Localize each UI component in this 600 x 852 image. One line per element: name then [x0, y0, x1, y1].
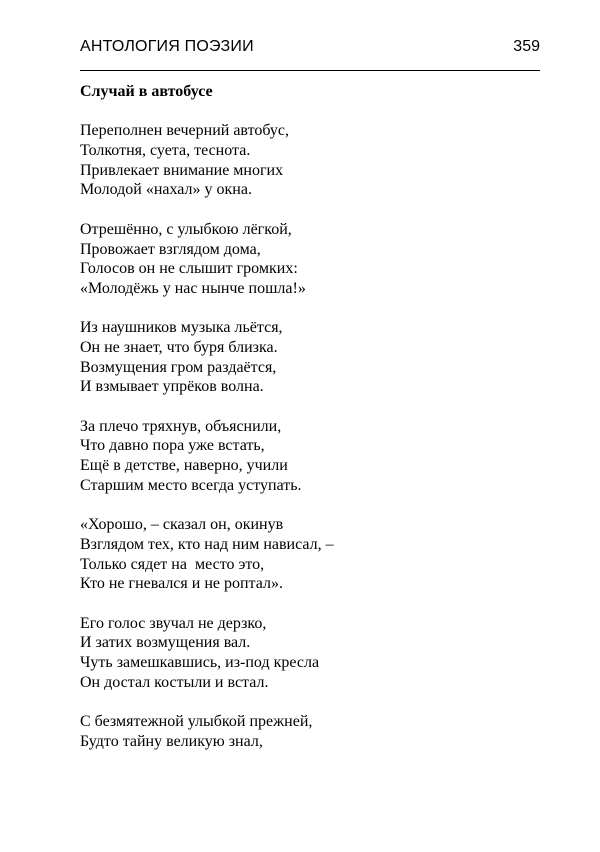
stanza-3: [80, 318, 540, 397]
poem-line: Привлекает внимание многих: [80, 161, 284, 179]
poem-line: Молодой «нахал» у окна.: [80, 181, 252, 199]
poem-line: Чуть замешкавшись, из-под кресла: [80, 653, 320, 671]
poem-line: Что давно пора уже встать,: [80, 437, 265, 455]
poem-line: Он достал костыли и встал.: [80, 673, 269, 691]
poem-line: И затих возмущения вал.: [80, 634, 251, 652]
stanza-4: [80, 417, 540, 496]
poem-line: «Молодёжь у нас нынче пошла!»: [80, 279, 306, 297]
poem-line: Взглядом тех, кто над ним нависал, –: [80, 535, 334, 553]
poem-line: Ещё в детстве, наверно, учили: [80, 457, 288, 475]
stanza-2: [80, 220, 540, 299]
running-title: АНТОЛОГИЯ ПОЭЗИИ: [80, 38, 254, 55]
poem-title: Случай в автобусе: [80, 83, 213, 100]
poem-line: Возмущения гром раздаётся,: [80, 358, 277, 376]
poem-line: И взмывает упрёков волна.: [80, 378, 264, 396]
poem-line: Старшим место всегда уступать.: [80, 476, 302, 494]
poem-line: С безмятежной улыбкой прежней,: [80, 713, 313, 730]
page-number: 359: [513, 38, 540, 55]
page-header: [80, 34, 540, 60]
poem-line: Голосов он не слышит громких:: [80, 260, 298, 278]
poem-line: Толкотня, суета, теснота.: [80, 142, 251, 160]
stanza-1: [80, 121, 540, 200]
poem-line: Из наушников музыка льётся,: [80, 319, 283, 337]
stanza-7: [80, 712, 540, 751]
poem-line: «Хорошо, – сказал он, окинув: [80, 516, 284, 534]
stanza-6: [80, 614, 540, 693]
poem-line: Он не знает, что буря близка.: [80, 338, 278, 356]
poem-line: Будто тайну великую знал,: [80, 732, 263, 750]
poem-line: Провожает взглядом дома,: [80, 240, 261, 258]
header-rule: [80, 70, 540, 71]
poem-line: Отрешённо, с улыбкою лёгкой,: [80, 220, 292, 238]
poem: [80, 82, 540, 771]
poem-line: Только сядет на место это,: [80, 555, 265, 573]
poem-line: Кто не гневался и не роптал».: [80, 575, 283, 593]
poem-line: Переполнен вечерний автобус,: [80, 122, 289, 140]
poem-line: За плечо тряхнув, объяснили,: [80, 417, 282, 435]
stanza-5: [80, 515, 540, 594]
poem-line: Его голос звучал не дерзко,: [80, 614, 267, 632]
